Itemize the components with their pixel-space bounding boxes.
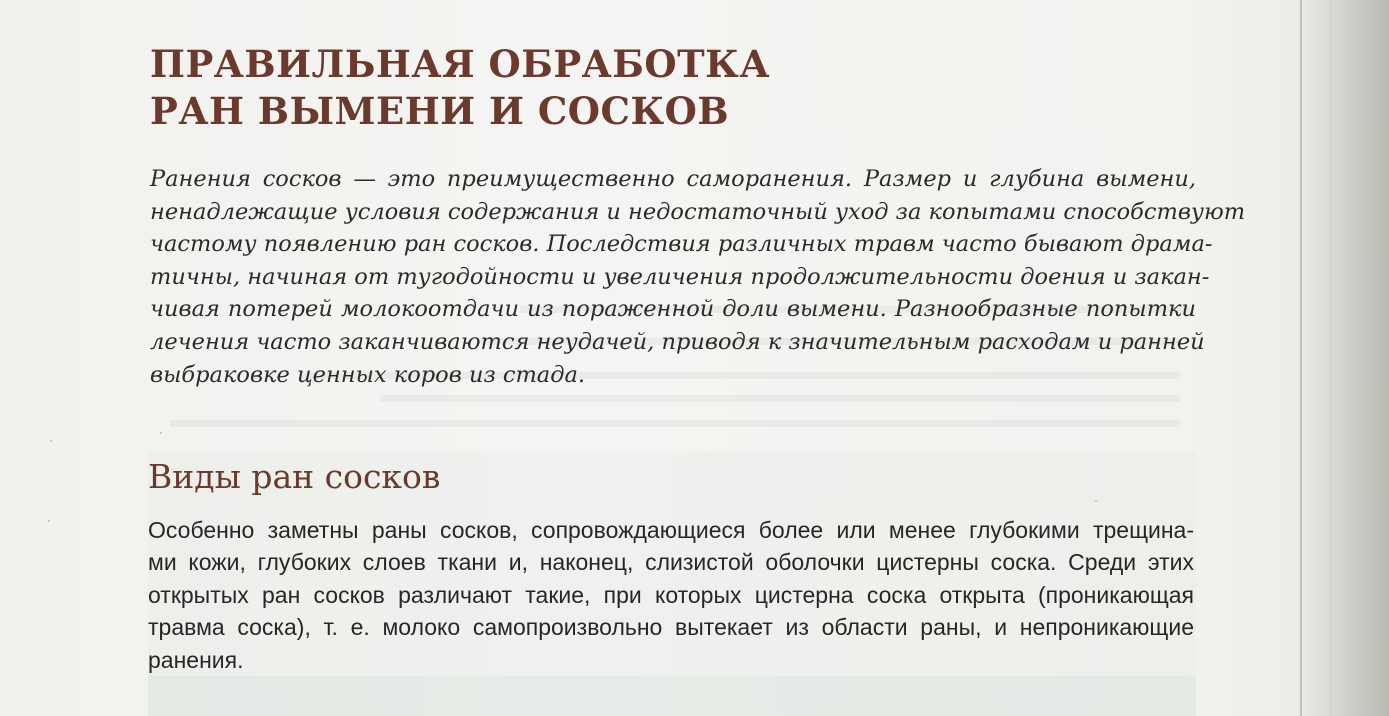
scan-speck (50, 440, 52, 442)
body-line: травма соска), т. е. молоко самопроизвольно вытекает из области раны, и непроникающие (148, 614, 1194, 641)
section-heading: Виды ран сосков (148, 457, 441, 496)
title-line: ПРАВИЛЬНАЯ ОБРАБОТКА (150, 42, 770, 86)
lead-line: лечения часто заканчиваются неудачей, приводя к значительным расходам и ранней (150, 328, 1205, 355)
lead-line: частому появлению ран сосков. Последствия различных травм часто бывают драма- (150, 231, 1213, 258)
body-paragraph (148, 514, 1194, 676)
page-title (150, 41, 770, 135)
bleed-through-line (380, 395, 1180, 402)
lead-paragraph (150, 163, 1246, 391)
scan-speck (48, 520, 50, 522)
page-edge-line (1300, 0, 1302, 716)
shaded-region (148, 676, 1196, 716)
lead-line: чивая потерей молокоотдачи из пораженной доли вымени. Разнообразные попытки (150, 296, 1196, 323)
body-line: открытых ран сосков различают такие, при которых цистерна соска открыта (проникающая (148, 581, 1194, 608)
bleed-through-line (170, 420, 1180, 427)
scan-speck (1095, 500, 1097, 502)
body-line: ранения. (148, 646, 244, 673)
title-line: РАН ВЫМЕНИ И СОСКОВ (150, 89, 730, 133)
body-line: Особенно заметны раны сосков, сопровождающиеся более или менее глубокими трещина- (148, 517, 1194, 543)
scan-speck (160, 432, 162, 434)
lead-line: Ранения сосков — это преимущественно самоpанения. Размер и глубина вымени, (150, 166, 1196, 192)
body-line: ми кожи, глубоких слоев ткани и, наконец, слизистой оболочки цистерны соска. Среди этих (148, 549, 1194, 576)
page-edge-line (1330, 0, 1331, 716)
lead-line: ненадлежащие условия содержания и недостаточный уход за копытами способствуют (150, 198, 1246, 225)
lead-line: тичны, начиная от тугодойности и увеличения продолжительности доения и закан- (150, 263, 1210, 290)
page-binding-shadow (1294, 0, 1389, 716)
lead-line: выбраковке ценных коров из стада. (150, 361, 586, 388)
